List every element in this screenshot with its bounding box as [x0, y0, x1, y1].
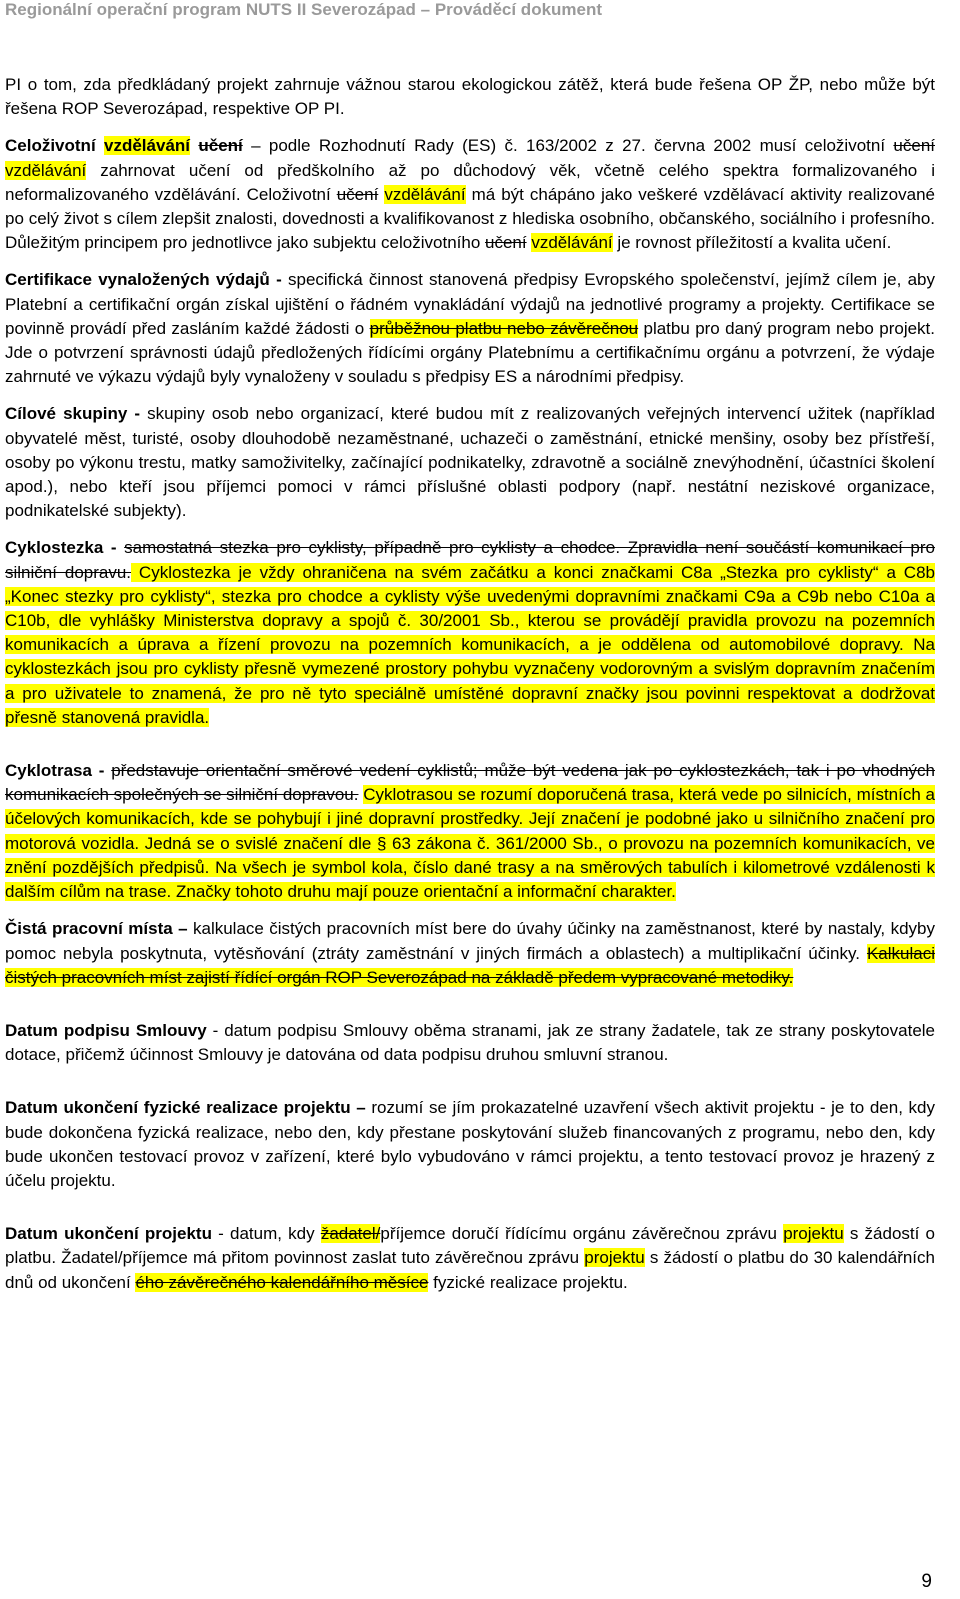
inserted-text: projektu	[584, 1248, 645, 1268]
term-label: Celoživotní	[5, 136, 96, 156]
term-label: Cílové skupiny -	[5, 404, 141, 424]
definition-datum-ukonceni-projektu	[5, 1222, 935, 1295]
inserted-text: Cyklotrasou se rozumí doporučená trasa, která vede po silnicích, místních a účelových komunikacích, kde se pohybují i jiné dopravní prostředky. Její značení je podobné jako u silničního značení pro motorová vozidla. Jedná se o svislé značení dle § 63 zákona č. 361/2000 Sb., o provozu na pozemních komunikacích, ve znění pozdějších předpisů. Na všech je symbol kola, číslo dané trasy a na směrových tabulích i kilometrové vzdálenosti k dalším cílům na trase. Značky tohoto druhu mají pouze orientační a informační charakter.	[5, 785, 936, 902]
definition-datum-podpisu-smlouvy	[5, 1019, 935, 1067]
term-label: Datum podpisu Smlouvy	[5, 1020, 207, 1040]
definition-text: s žádostí o platbu do 30 kalendářních dnů od ukončení	[5, 1248, 935, 1292]
paragraph-pi-continuation	[5, 73, 935, 121]
definition-text: fyzické realizace projektu.	[428, 1272, 628, 1292]
deleted-text: učení	[336, 184, 379, 204]
definition-text: má být chápáno jako veškeré vzdělávací aktivity realizované po celý život s cílem zlepšit znalosti, dovednosti a kvalifikovanost z hlediska osobního, občanského, sociálního i profesního. Důležitým principem pro jednotlivce jako subjektu celoživotního	[5, 184, 935, 253]
definition-certifikace-vydaju	[5, 268, 935, 389]
deleted-text: učení	[198, 136, 243, 156]
definition-cyklotrasa	[5, 759, 935, 904]
definition-text: – podle Rozhodnutí Rady (ES) č. 163/2002 z 27. června 2002 musí celoživotní	[242, 136, 894, 156]
inserted-text: Cyklostezka je vždy ohraničena na svém začátku a konci značkami C8a „Stezka pro cyklisty“ a C8b „Konec stezky pro cyklisty“, stezka pro chodce a cyklisty výše uvedenými dopravními značkami C9a a C9b nebo C10a a C10b, dle vyhlášky Ministerstva dopravy a spojů č. 30/2001 Sb., kterou se provádějí pravidla provozu na pozemních komunikacích a úprava a řízení provozu na pozemních komunikacích, a je oddělena od automobilové dopravy. Na cyklostezkách jsou pro cyklisty přesně vymezené prostory pohybu vyznačeny vodorovným a svislým dopravním značením a pro uživatele to znamená, že pro ně tyto speciálně umístěné dopravní značky jsou povinni respektovat a dodržovat přesně stanovená pravidla.	[5, 562, 935, 727]
deleted-text: žadatel/	[320, 1224, 381, 1244]
inserted-text: vzdělávání	[531, 233, 613, 253]
definition-cilove-skupiny	[5, 402, 935, 523]
term-label: Cyklostezka -	[5, 538, 117, 558]
definition-text: kalkulace čistých pracovních míst bere do úvahy účinky na zaměstnanost, které by nastaly, kdyby pomoc nebyla poskytnuta, vytěsňování (ztráty zaměstnání v jiných firmách a oblastech) a multiplikační účinky.	[5, 919, 935, 963]
definition-text: příjemce doručí řídícímu orgánu závěrečnou zprávu	[380, 1224, 784, 1244]
definition-text: s žádostí o platbu. Žadatel/příjemce má přitom povinnost zaslat tuto závěrečnou zprávu	[5, 1224, 936, 1268]
inserted-text: vzdělávání	[104, 136, 191, 156]
term-label: Datum ukončení fyzické realizace projektu –	[5, 1098, 366, 1118]
deleted-text: samostatná stezka pro cyklisty, případně pro cyklisty a chodce. Zpravidla není součástí komunikací pro silniční dopravu.	[5, 538, 935, 582]
definition-datum-ukonceni-fyzicke-realizace	[5, 1096, 935, 1193]
inserted-text: projektu	[783, 1224, 844, 1244]
definition-text: specifická činnost stanovená předpisy Evropského společenství, jejímž cílem je, aby Platební a certifikační orgán získal ujištění o řádném vynakládání výdajů na jednotlivé programy a projekty. Certifikace se povinně provádí před zasláním každé žádosti o	[5, 270, 936, 338]
definition-text: platbu pro daný program nebo projekt. Jde o potvrzení správnosti údajů předložených řídícími orgány Platebnímu a certifikačnímu orgánu a potvrzení, že výdaje zahrnuté ve výkazu výdajů byly vynaloženy v souladu s předpisy ES a národními předpisy.	[5, 318, 935, 387]
inserted-text: vzdělávání	[384, 184, 466, 204]
definition-celozivotni-vzdelavani	[5, 134, 935, 255]
term-label: Cyklotrasa -	[5, 761, 105, 781]
term-label: Datum ukončení projektu	[5, 1224, 212, 1244]
deleted-text: učení	[485, 233, 527, 253]
term-label: Čistá pracovní místa –	[5, 919, 188, 939]
definition-text: - datum podpisu Smlouvy oběma stranami, jak ze strany žadatele, tak ze strany poskytovatele dotace, přičemž účinnost Smlouvy je datována od data podpisu druhou smluvní stranou.	[5, 1020, 936, 1065]
deleted-text: Kalkulaci čistých pracovních míst zajistí řídící orgán ROP Severozápad na základě předem vypracované metodiky.	[5, 943, 935, 987]
term-label: Certifikace vynaložených výdajů -	[5, 270, 282, 290]
page-number: 9	[921, 1571, 932, 1592]
definition-text: skupiny osob nebo organizací, které budou mít z realizovaných veřejných intervencí užitek (například obyvatelé měst, turisté, osoby dlouhodobě nezaměstnané, uchazeči o zaměstnání, etnické menšiny, osoby bez přístřeší, osoby po výkonu trestu, matky samoživitelky, začínající podnikatelky, zdravotně a sociálně znevýhodnění, účastníci školení apod.), nebo kteří jsou příjemci pomoci v rámci příslušné oblasti podpory (např. nestátní neziskové organizace, podnikatelské subjekty).	[5, 404, 935, 521]
definition-text: zahrnovat učení od předškolního až po důchodový věk, včetně celého spektra formalizovaného i neformalizovaného vzdělávání. Celoživotní	[5, 160, 935, 204]
paragraph-text: PI o tom, zda předkládaný projekt zahrnuje vážnou starou ekologickou zátěž, která bude řešena OP ŽP, nebo může být řešena ROP Severozápad, respektive OP PI.	[5, 75, 935, 119]
definition-text: rozumí se jím prokazatelné uzavření všech aktivit projektu - je to den, kdy bude dokončena fyzická realizace, nebo den, kdy přestane poskytování služeb financovaných z programu, nebo den, kdy bude ukončen testovací provoz v zařízení, které bylo vybudováno v rámci projektu, a tento testovací provoz je hrazený z účelu projektu.	[5, 1098, 935, 1190]
deleted-text: ého závěrečného kalendářního měsíce	[135, 1272, 429, 1292]
inserted-text: vzdělávání	[5, 160, 87, 180]
deleted-text: průběžnou platbu nebo závěrečnou	[369, 318, 639, 338]
definition-text: je rovnost příležitostí a kvalita učení.	[612, 233, 892, 253]
definition-cista-pracovni-mista	[5, 917, 935, 990]
deleted-text: představuje orientační směrové vedení cyklistů; může být vedena jak po cyklostezkách, tak i po vhodných komunikacích společných se silniční dopravou.	[5, 761, 935, 805]
document-body	[5, 73, 935, 1308]
definition-cyklostezka	[5, 536, 935, 730]
deleted-text: učení	[893, 136, 935, 156]
running-header: Regionální operační program NUTS II Severozápad – Prováděcí dokument	[5, 0, 603, 19]
definition-text: - datum, kdy	[211, 1224, 321, 1244]
